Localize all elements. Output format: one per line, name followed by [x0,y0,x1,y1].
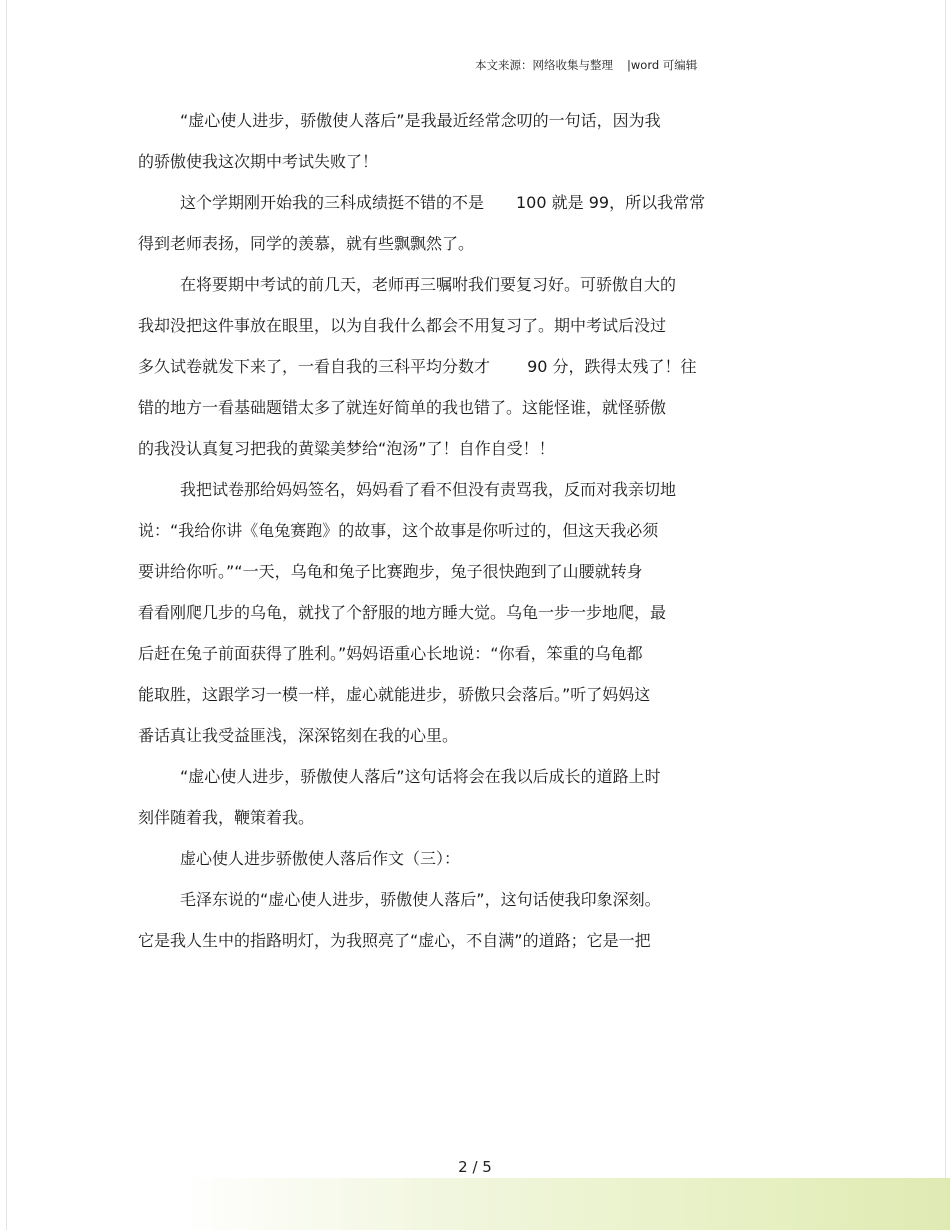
paragraph-line: 得到老师表扬，同学的羡慕，就有些飘飘然了。 [138,234,475,253]
paragraph-line: 这个学期刚开始我的三科成绩挺不错的不是 100 就是 99，所以我常常 [180,193,706,212]
section-heading: 虚心使人进步骄傲使人落后作文（三）： [180,849,461,868]
paragraph-6 [138,846,788,872]
paragraph-line: 说：“我给你讲《龟兔赛跑》的故事，这个故事是你听过的，但这天我必须 [138,521,659,540]
paragraph-line: 要讲给你听。”“一天，乌龟和兔子比赛跑步，兔子很快跑到了山腰就转身 [138,562,643,581]
paragraph-line: 的我没认真复习把我的黄粱美梦给“泡汤”了！自作自受！！ [138,439,555,458]
page-indicator: 2 / 5 [458,1158,492,1176]
paragraph-7 [138,887,788,954]
paragraph-line: 多久试卷就发下来了，一看自我的三科平均分数才 90 分，跌得太残了！往 [138,357,697,376]
decorative-footer-band [180,1178,950,1230]
paragraph-line: 的骄傲使我这次期中考试失败了！ [138,152,379,171]
paragraph-1 [138,108,788,175]
paragraph-3 [138,272,788,462]
document-body [138,108,788,954]
header-source: 本文来源：网络收集与整理 [475,58,613,72]
header-format: |word 可编辑 [627,58,698,72]
paragraph-2 [138,190,788,257]
paragraph-5 [138,764,788,831]
paragraph-line: 能取胜，这跟学习一模一样，虚心就能进步，骄傲只会落后。”听了妈妈这 [138,685,651,704]
paragraph-line: 我却没把这件事放在眼里，以为自我什么都会不用复习了。期中考试后没过 [138,316,667,335]
paragraph-line: 我把试卷那给妈妈签名，妈妈看了看不但没有责骂我，反而对我亲切地 [180,480,677,499]
paragraph-line: 刻伴随着我，鞭策着我。 [138,808,315,827]
paragraph-line: “虚心使人进步，骄傲使人落后”这句话将会在我以后成长的道路上时 [180,767,661,786]
paragraph-line: 后赶在兔子前面获得了胜利。”妈妈语重心长地说：“你看，笨重的乌龟都 [138,644,643,663]
paragraph-line: 看看刚爬几步的乌龟，就找了个舒服的地方睡大觉。乌龟一步一步地爬，最 [138,603,667,622]
paragraph-line: 它是我人生中的指路明灯，为我照亮了“虚心，不自满”的道路；它是一把 [138,931,651,950]
paragraph-line: 在将要期中考试的前几天，老师再三嘱咐我们要复习好。可骄傲自大的 [180,275,677,294]
paragraph-line: “虚心使人进步，骄傲使人落后”是我最近经常念叨的一句话，因为我 [180,111,661,130]
paragraph-line: 毛泽东说的“虚心使人进步，骄傲使人落后”，这句话使我印象深刻。 [180,890,661,909]
paragraph-line: 错的地方一看基础题错太多了就连好简单的我也错了。这能怪谁，就怪骄傲 [138,398,667,417]
page-header [475,57,697,73]
paragraph-line: 番话真让我受益匪浅，深深铭刻在我的心里。 [138,726,459,745]
paragraph-4 [138,477,788,749]
